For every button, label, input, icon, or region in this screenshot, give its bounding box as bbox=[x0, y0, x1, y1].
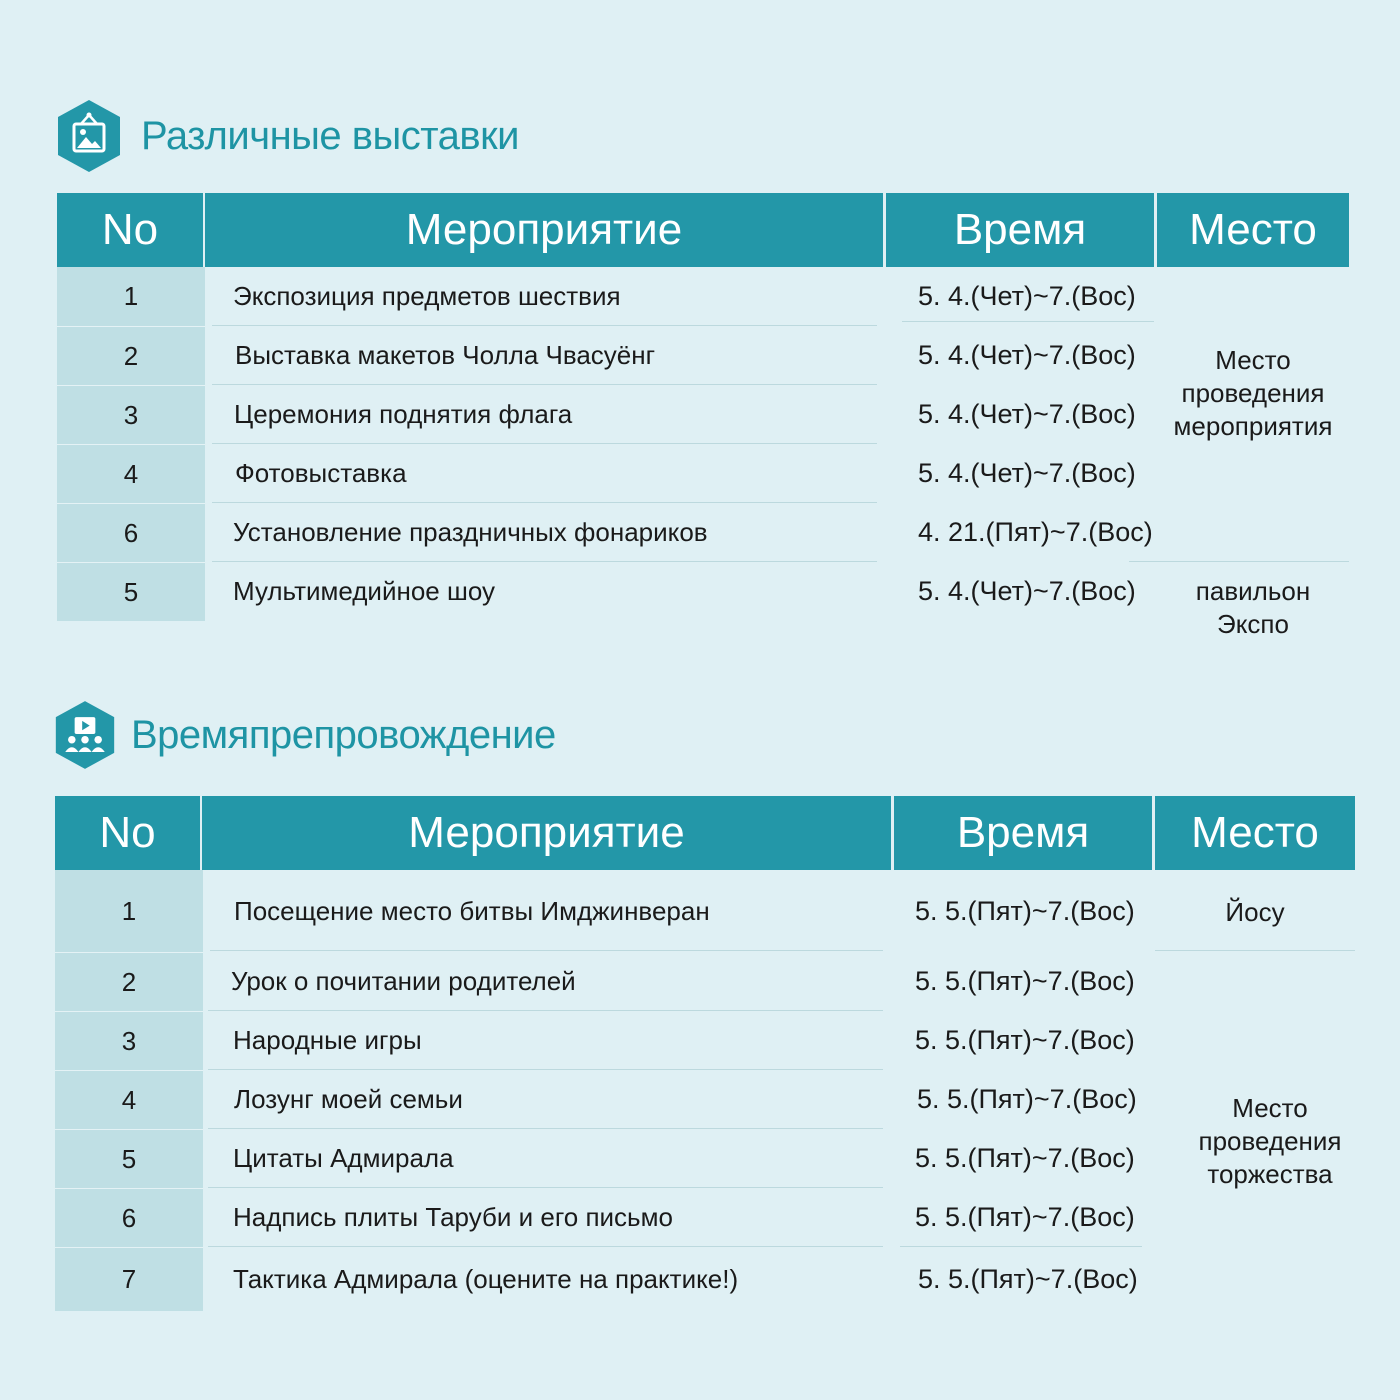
row-divider bbox=[902, 321, 1154, 322]
table-row bbox=[57, 267, 1349, 326]
header-time: Время bbox=[886, 193, 1154, 267]
table-row bbox=[57, 326, 1349, 385]
table-row bbox=[55, 1247, 1355, 1311]
place-line: торжества bbox=[1207, 1158, 1333, 1189]
event-time: 5. 5.(Пят)~7.(Вос) bbox=[918, 1263, 1138, 1294]
place-line: Место bbox=[1215, 344, 1291, 375]
event-time: 5. 5.(Пят)~7.(Вос) bbox=[915, 966, 1135, 996]
event-time: 5. 4.(Чет)~7.(Вос) bbox=[918, 281, 1136, 311]
event-time: 5. 5.(Пят)~7.(Вос) bbox=[915, 1202, 1135, 1232]
table-row bbox=[57, 503, 1349, 562]
place-cell bbox=[1157, 313, 1349, 473]
event-time: 5. 5.(Пят)~7.(Вос) bbox=[915, 1025, 1135, 1055]
row-number: 2 bbox=[57, 327, 205, 385]
header-event: Мероприятие bbox=[205, 193, 883, 267]
row-number: 2 bbox=[55, 953, 203, 1011]
table-row bbox=[55, 1011, 1355, 1070]
table-row bbox=[57, 385, 1349, 444]
leisure-section bbox=[0, 680, 1400, 1400]
event-name: Урок о почитании родителей bbox=[231, 966, 576, 996]
event-name: Выставка макетов Чолла Чвасуёнг bbox=[235, 340, 656, 370]
row-number: 3 bbox=[57, 386, 205, 444]
event-time: 4. 21.(Пят)~7.(Вос) bbox=[918, 517, 1153, 547]
place-cell bbox=[1155, 892, 1355, 932]
row-divider bbox=[210, 950, 883, 951]
table-header bbox=[55, 796, 1355, 870]
table-row bbox=[57, 444, 1349, 503]
exhibitions-table bbox=[57, 193, 1349, 643]
event-time: 5. 4.(Чет)~7.(Вос) bbox=[918, 399, 1136, 429]
event-name: Посещение место битвы Имджинверан bbox=[234, 895, 710, 926]
row-number: 1 bbox=[55, 870, 203, 952]
picture-frame-icon bbox=[55, 98, 123, 174]
table-row bbox=[55, 1188, 1355, 1247]
event-name: Народные игры bbox=[233, 1025, 422, 1055]
header-place: Место bbox=[1157, 193, 1349, 267]
place-line: мероприятия bbox=[1173, 410, 1333, 441]
event-name: Цитаты Адмирала bbox=[233, 1143, 454, 1173]
header-event: Мероприятие bbox=[202, 796, 891, 870]
row-number: 4 bbox=[57, 445, 205, 503]
header-place: Место bbox=[1155, 796, 1355, 870]
event-name: Фотовыставка bbox=[235, 458, 407, 488]
header-no: No bbox=[57, 193, 203, 267]
place-line: павильон bbox=[1195, 576, 1311, 606]
event-time: 5. 4.(Чет)~7.(Вос) bbox=[918, 576, 1136, 606]
row-number: 5 bbox=[57, 563, 205, 621]
row-number: 6 bbox=[57, 504, 205, 562]
event-name: Установление праздничных фонариков bbox=[233, 517, 708, 547]
table-header bbox=[57, 193, 1349, 267]
event-time: 5. 5.(Пят)~7.(Вос) bbox=[915, 1143, 1135, 1173]
row-number: 6 bbox=[55, 1189, 203, 1247]
header-time: Время bbox=[894, 796, 1152, 870]
event-time: 5. 5.(Пят)~7.(Вос) bbox=[917, 1084, 1137, 1114]
place-line: проведения bbox=[1198, 1125, 1342, 1156]
row-number: 3 bbox=[55, 1012, 203, 1070]
exhibitions-section bbox=[0, 0, 1400, 680]
row-number: 4 bbox=[55, 1071, 203, 1129]
event-name: Экспозиция предметов шествия bbox=[233, 281, 621, 311]
row-number: 1 bbox=[57, 267, 205, 326]
place-line: Место bbox=[1232, 1092, 1308, 1123]
group-video-icon bbox=[53, 699, 117, 771]
event-time: 5. 4.(Чет)~7.(Вос) bbox=[918, 458, 1136, 488]
event-name: Мультимедийное шоу bbox=[233, 576, 496, 606]
section-title: Различные выставки bbox=[141, 113, 519, 158]
event-name: Церемония поднятия флага bbox=[234, 399, 573, 429]
event-name: Тактика Адмирала (оцените на практике!) bbox=[233, 1263, 739, 1294]
row-number: 7 bbox=[55, 1248, 203, 1311]
place-line: Йосу bbox=[1225, 896, 1285, 927]
leisure-table bbox=[55, 796, 1355, 1311]
row-number: 5 bbox=[55, 1130, 203, 1188]
header-no: No bbox=[55, 796, 200, 870]
place-cell bbox=[1155, 1086, 1385, 1196]
place-line: проведения bbox=[1181, 377, 1325, 408]
leisure-header bbox=[53, 699, 556, 771]
place-cell bbox=[1157, 573, 1349, 643]
section-title: Времяпрепровождение bbox=[131, 712, 556, 757]
row-divider bbox=[1155, 950, 1355, 951]
event-name: Лозунг моей семьи bbox=[234, 1084, 463, 1114]
table-row bbox=[57, 562, 1349, 621]
place-line: Экспо bbox=[1217, 609, 1289, 639]
exhibitions-header bbox=[55, 98, 519, 174]
event-time: 5. 4.(Чет)~7.(Вос) bbox=[918, 340, 1136, 370]
table-row bbox=[55, 952, 1355, 1011]
event-name: Надпись плиты Таруби и его письмо bbox=[233, 1202, 673, 1232]
event-time: 5. 5.(Пят)~7.(Вос) bbox=[915, 895, 1135, 926]
